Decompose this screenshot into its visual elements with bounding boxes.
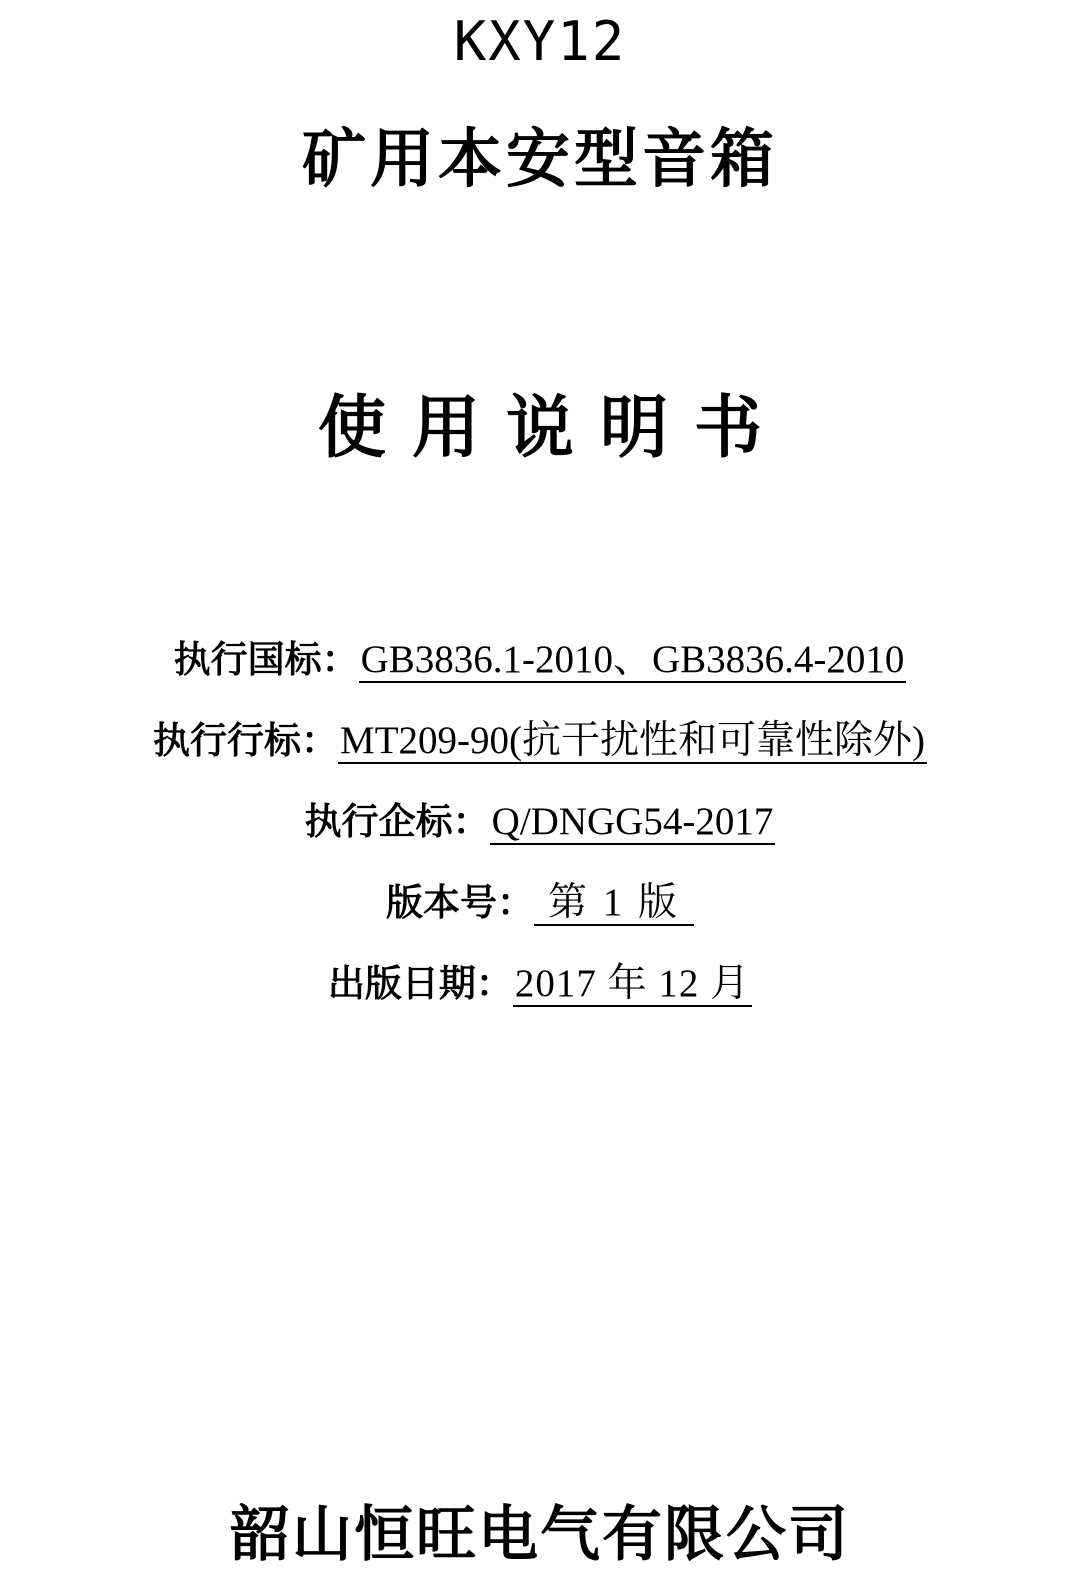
spec-label: 执行国标：	[173, 638, 359, 681]
product-title: 矿用本安型音箱	[302, 123, 778, 197]
spec-row-publish-date	[0, 964, 1080, 1007]
spec-label: 执行行标：	[153, 719, 339, 762]
spec-row-industry-standard	[0, 721, 1080, 764]
spec-value: GB3836.1-2010、GB3836.4-2010	[360, 638, 905, 681]
spec-value: Q/DNGG54-2017	[491, 800, 774, 843]
company-name: 韶山恒旺电气有限公司	[230, 1500, 850, 1570]
spec-label: 执行企标：	[304, 800, 490, 843]
spec-label: 出版日期：	[327, 962, 513, 1005]
specification-list	[0, 640, 1080, 1045]
spec-label: 版本号：	[385, 881, 534, 924]
model-code: KXY12	[453, 10, 627, 73]
spec-row-version	[0, 883, 1080, 926]
document-title: 使用说明书	[317, 389, 788, 468]
spec-value: 2017 年 12 月	[514, 962, 751, 1005]
spec-value: MT209-90(抗干扰性和可靠性除外)	[340, 719, 925, 762]
spec-value: 第 1 版	[534, 883, 694, 926]
spec-row-enterprise-standard	[0, 802, 1080, 845]
spec-row-national-standard	[0, 640, 1080, 683]
